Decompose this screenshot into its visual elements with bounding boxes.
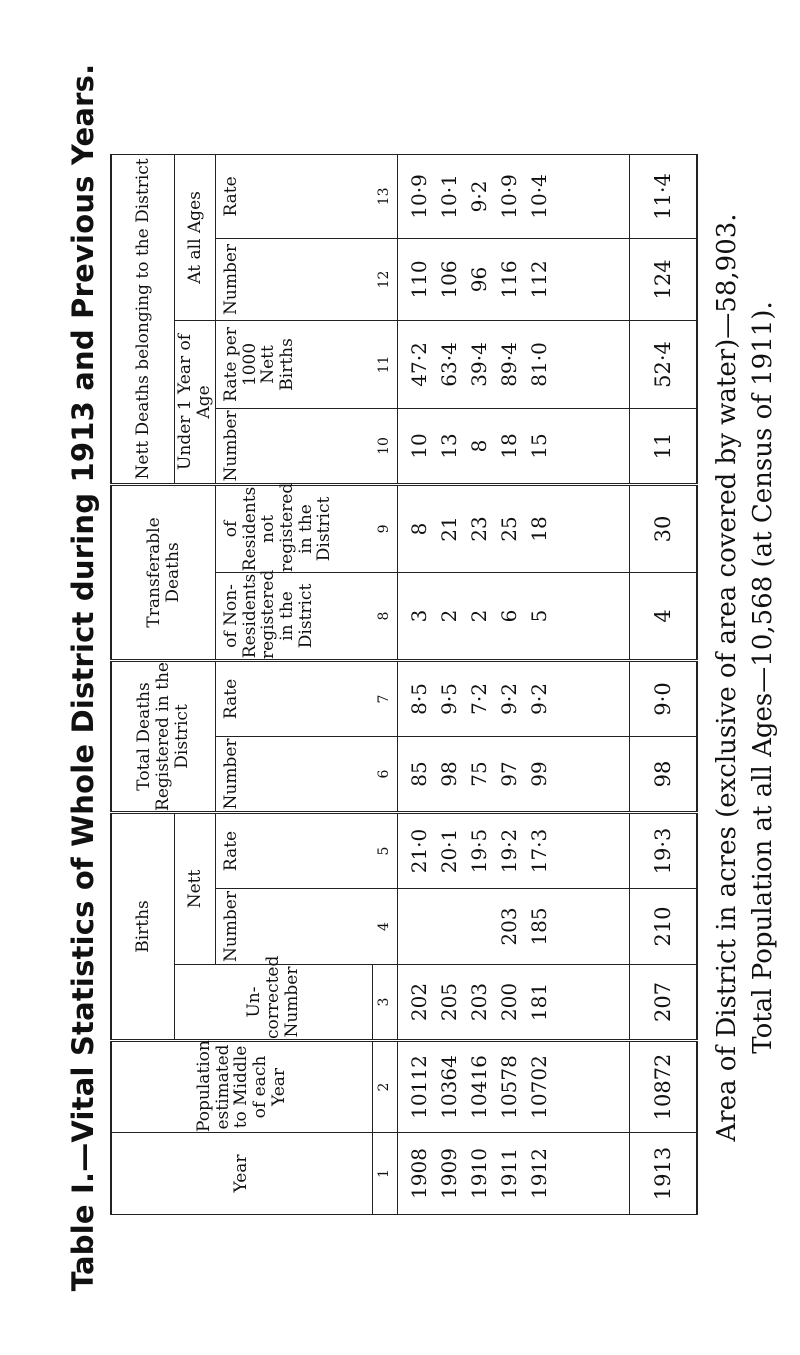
row-value: 9·5: [436, 683, 461, 715]
column-number: 10: [372, 408, 397, 484]
row-value: 81·0: [526, 342, 551, 387]
row-value: 181: [526, 982, 551, 1022]
total-all-rate-cell: 11·4: [629, 154, 697, 238]
row-value: 25: [496, 516, 521, 542]
row-value: 112: [526, 260, 551, 299]
header-under-1-year: Under 1 Year of Age: [175, 320, 216, 484]
total-non-residents-cell: 4: [629, 572, 697, 660]
all-number-cell: [397, 238, 629, 320]
row-value: 1908: [406, 1148, 431, 1199]
row-value: 116: [496, 260, 521, 299]
row-value: 1912: [526, 1148, 551, 1199]
total-residents-cell: 30: [629, 484, 697, 572]
population-note: Total Population at all Ages—10,568 (at Census of 1911).: [748, 301, 778, 1054]
row-value: 17·3: [526, 828, 551, 874]
statistics-table-wrap: [110, 155, 698, 1215]
under1-number-cell: [397, 408, 629, 484]
total-deaths-number-cell: 98: [629, 736, 697, 812]
row-value: 63·4: [436, 342, 461, 387]
all-rate-cell: [397, 154, 629, 238]
column-number: 7: [372, 660, 397, 736]
row-value: 3: [406, 609, 431, 623]
row-value: 10: [406, 433, 431, 459]
row-value: 110: [406, 260, 431, 299]
row-value: 200: [496, 982, 521, 1022]
vital-statistics-table: [110, 154, 698, 1215]
row-value: 8: [466, 439, 491, 453]
table-title: Table I.—Vital Statistics of Whole District during 1913 and Previous Years.: [66, 63, 100, 1292]
header-all-rate: Rate: [216, 154, 373, 238]
header-under1-rate: Rate per 1000 Nett Births: [216, 320, 373, 408]
header-nett-deaths: Nett Deaths belonging to the District: [111, 154, 175, 484]
header-under1-number: Number: [216, 408, 373, 484]
header-births-nett: Nett: [175, 812, 216, 964]
row-value: 9·2: [496, 683, 521, 715]
total-births-rate-cell: 19·3: [629, 812, 697, 888]
header-births: Births: [111, 812, 175, 1040]
row-value: 10364: [436, 1055, 461, 1119]
column-number: 4: [372, 889, 397, 965]
row-value: [464, 889, 494, 964]
total-year-cell: 1913: [629, 1133, 697, 1215]
row-value: 205: [436, 982, 461, 1022]
row-value: 10112: [406, 1055, 431, 1119]
column-number: 3: [372, 965, 397, 1041]
header-all-ages: At all Ages: [175, 154, 216, 320]
row-value: 9·2: [466, 180, 491, 213]
total-births-nett-cell: 210: [629, 889, 697, 965]
row-value: 10·9: [496, 174, 521, 219]
column-number: 2: [372, 1041, 397, 1133]
header-deaths-rate: Rate: [216, 660, 373, 736]
row-value: [434, 889, 464, 964]
row-value: 15: [526, 433, 551, 459]
total-all-number-cell: 124: [629, 238, 697, 320]
total-uncorrected-cell: 207: [629, 965, 697, 1041]
deaths-number-cell: [397, 736, 629, 812]
row-value: 1911: [496, 1148, 521, 1199]
population-cell: [397, 1041, 629, 1133]
header-births-rate: Rate: [216, 812, 373, 888]
row-value: 10·1: [436, 174, 461, 219]
row-value: 10578: [496, 1055, 521, 1119]
births-rate-cell: [397, 812, 629, 888]
header-uncorrected-number: Un-corrected Number: [175, 965, 373, 1041]
row-value: 1909: [436, 1148, 461, 1199]
under1-rate-cell: [397, 320, 629, 408]
row-value: 203: [496, 907, 521, 946]
column-number: 8: [372, 572, 397, 660]
total-under1-rate-cell: 52·4: [629, 320, 697, 408]
header-year: Year: [111, 1133, 372, 1215]
row-value: 10·9: [406, 174, 431, 219]
row-value: 19·2: [496, 828, 521, 874]
row-value: [404, 889, 434, 964]
row-value: 23: [466, 516, 491, 542]
row-value: 9·2: [526, 683, 551, 715]
row-value: 97: [496, 761, 521, 787]
area-note: Area of District in acres (exclusive of area covered by water)—58,903.: [712, 213, 742, 1142]
column-number: 9: [372, 484, 397, 572]
row-value: 185: [526, 907, 551, 946]
column-number: 12: [372, 238, 397, 320]
header-total-deaths: Total Deaths Registered in the District: [111, 660, 216, 812]
column-number: 1: [372, 1133, 397, 1215]
table-row-1913: [629, 154, 697, 1214]
row-value: 21·0: [406, 828, 431, 874]
row-value: 2: [466, 609, 491, 623]
row-value: 8: [406, 522, 431, 536]
row-value: 99: [526, 761, 551, 787]
column-number: 5: [372, 812, 397, 888]
column-number: 13: [372, 154, 397, 238]
non-residents-cell: [397, 572, 629, 660]
table-row-previous-years: [397, 154, 629, 1214]
total-deaths-rate-cell: 9·0: [629, 660, 697, 736]
header-deaths-number: Number: [216, 736, 373, 812]
row-value: 6: [496, 609, 521, 623]
row-value: 18: [526, 516, 551, 542]
header-population: Population estimated to Middle of each Year: [111, 1041, 372, 1133]
column-number: 11: [372, 320, 397, 408]
row-value: 5: [526, 609, 551, 623]
uncorrected-cell: [397, 965, 629, 1041]
total-under1-number-cell: 11: [629, 408, 697, 484]
row-value: 89·4: [496, 342, 521, 387]
header-transferable-deaths: Transferable Deaths: [111, 484, 216, 660]
row-value: 21: [436, 516, 461, 542]
row-value: 98: [436, 761, 461, 787]
row-value: 47·2: [406, 342, 431, 387]
header-births-number: Number: [216, 889, 373, 965]
row-value: 96: [466, 266, 491, 293]
header-residents: of Residents not registered in the District: [216, 484, 373, 572]
row-value: 85: [406, 761, 431, 787]
deaths-rate-cell: [397, 660, 629, 736]
header-non-residents: of Non-Residents registered in the District: [216, 572, 373, 660]
row-value: 2: [436, 609, 461, 623]
row-value: 203: [466, 982, 491, 1022]
row-value: 1910: [466, 1148, 491, 1199]
row-value: 10·4: [526, 174, 551, 219]
row-value: 75: [466, 761, 491, 787]
row-value: 10416: [466, 1055, 491, 1119]
row-value: 7·2: [466, 683, 491, 715]
row-value: 202: [406, 982, 431, 1022]
row-value: 19·5: [466, 828, 491, 874]
row-value: 39·4: [466, 342, 491, 387]
row-value: 8·5: [406, 683, 431, 715]
row-value: 106: [436, 260, 461, 299]
row-value: 20·1: [436, 828, 461, 874]
row-value: 18: [496, 433, 521, 459]
header-all-number: Number: [216, 238, 373, 320]
row-value: 13: [436, 433, 461, 459]
births-nett-cell: [397, 889, 629, 965]
year-cell: [397, 1133, 629, 1215]
row-value: 10702: [526, 1055, 551, 1119]
residents-cell: [397, 484, 629, 572]
total-population-cell: 10872: [629, 1041, 697, 1133]
column-number: 6: [372, 736, 397, 812]
